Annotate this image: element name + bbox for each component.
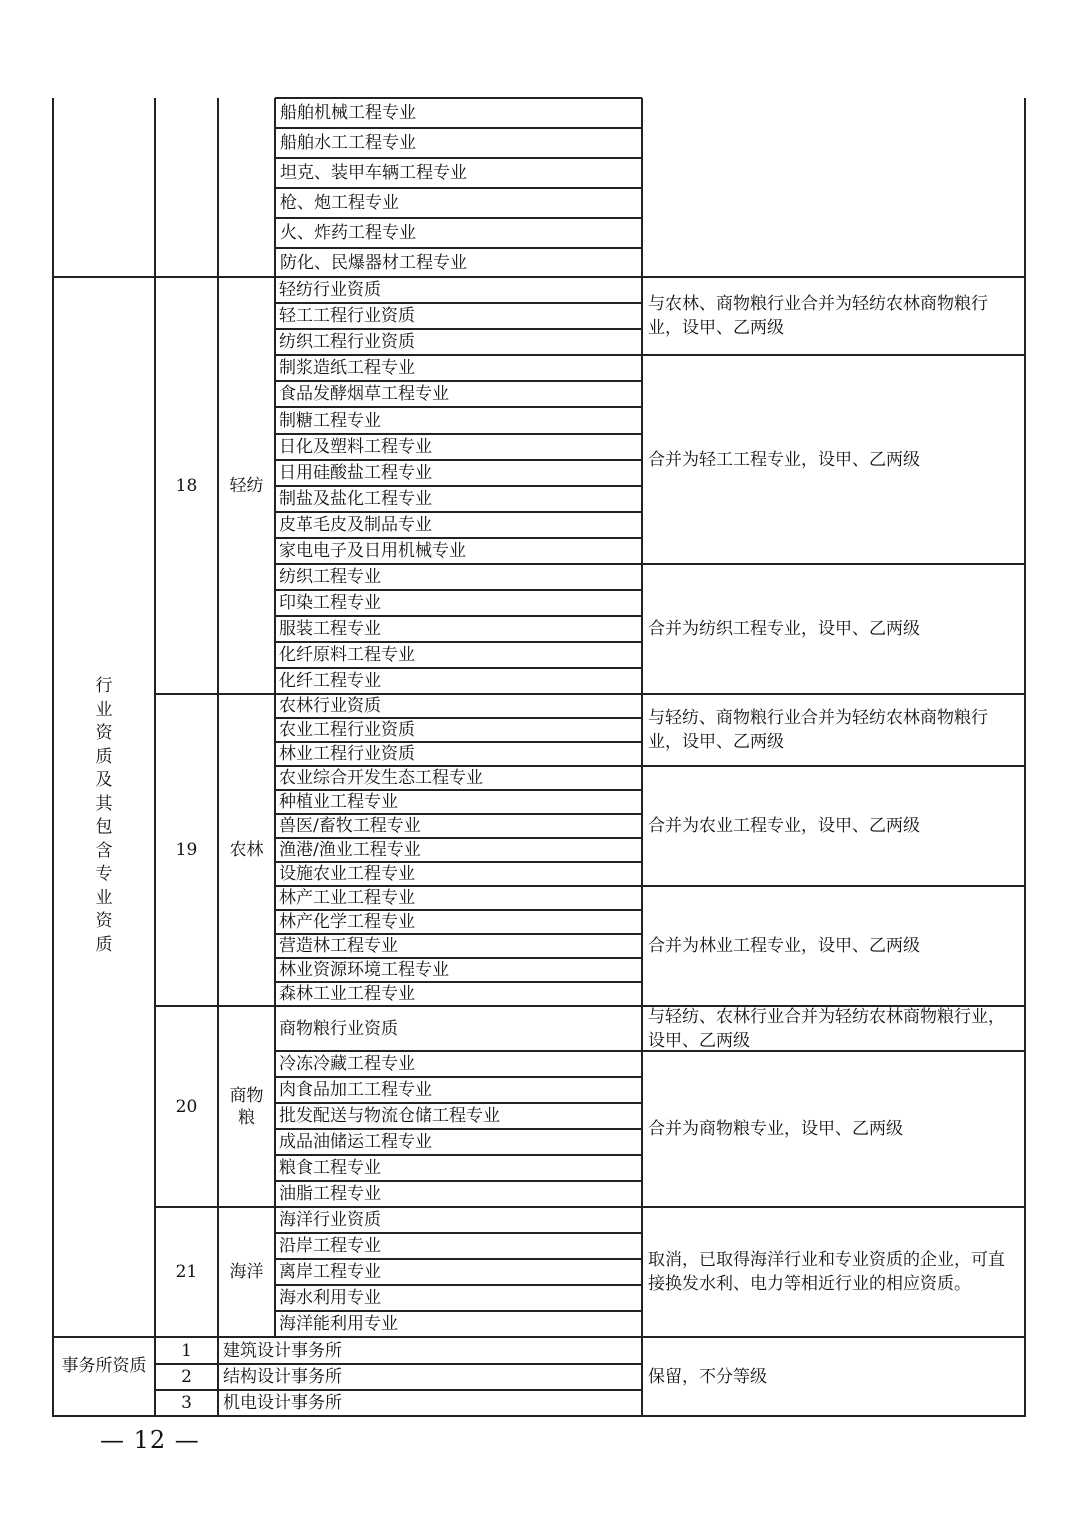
table-bottom bbox=[53, 1415, 1025, 1417]
category-label: 行业资质及其包含专业资质 bbox=[95, 676, 113, 955]
note-cell: 合并为林业工程专业，设甲、乙两级 bbox=[648, 936, 920, 956]
item-cell: 印染工程专业 bbox=[279, 593, 381, 613]
item-cell: 纺织工程专业 bbox=[279, 567, 381, 587]
note-cell: 与轻纺、农林行业合并为轻纺农林商物粮行业，设甲、乙两级 bbox=[648, 1006, 1005, 1051]
firm-name: 建筑设计事务所 bbox=[223, 1340, 342, 1361]
item-cell: 防化、民爆器材工程专业 bbox=[280, 252, 467, 273]
item-cell: 农业综合开发生态工程专业 bbox=[279, 768, 483, 788]
group-name: 商物粮 bbox=[229, 1085, 264, 1128]
row-rule bbox=[275, 354, 642, 356]
item-cell: 农业工程行业资质 bbox=[279, 720, 415, 740]
item-cell: 沿岸工程专业 bbox=[279, 1236, 381, 1256]
note-rule bbox=[642, 765, 1025, 767]
col-rule bbox=[154, 98, 156, 1417]
item-cell: 制糖工程专业 bbox=[279, 410, 381, 431]
item-cell: 轻纺行业资质 bbox=[279, 280, 381, 300]
firm-category: 事务所资质 bbox=[61, 1356, 147, 1376]
item-cell: 枪、炮工程专业 bbox=[280, 193, 399, 213]
item-cell: 化纤工程专业 bbox=[279, 671, 381, 691]
item-cell: 海洋能利用专业 bbox=[279, 1314, 398, 1334]
row-rule bbox=[275, 1258, 642, 1260]
row-rule bbox=[275, 485, 642, 487]
note-cell: 合并为商物粮专业，设甲、乙两级 bbox=[648, 1119, 903, 1139]
item-cell: 农林行业资质 bbox=[279, 696, 381, 716]
row-rule bbox=[275, 406, 642, 408]
group-name: 轻纺 bbox=[229, 475, 264, 496]
item-cell: 油脂工程专业 bbox=[279, 1184, 381, 1204]
item-cell: 船舶水工工程专业 bbox=[280, 133, 416, 153]
row-rule bbox=[275, 187, 642, 189]
note-cell: 与轻纺、商物粮行业合并为轻纺农林商物粮行业，设甲、乙两级 bbox=[648, 708, 988, 752]
firm-name: 机电设计事务所 bbox=[223, 1393, 342, 1413]
row-rule bbox=[275, 1180, 642, 1182]
row-rule bbox=[275, 589, 642, 591]
item-cell: 海洋行业资质 bbox=[279, 1210, 381, 1230]
item-cell: 皮革毛皮及制品专业 bbox=[279, 515, 432, 535]
item-cell: 日化及塑料工程专业 bbox=[279, 437, 432, 457]
note-cell: 取消，已取得海洋行业和专业资质的企业，可直接换发水利、电力等相近行业的相应资质。 bbox=[648, 1250, 1005, 1294]
row-rule bbox=[275, 563, 642, 565]
row-rule bbox=[275, 1206, 642, 1208]
note-rule bbox=[642, 1050, 1025, 1052]
row-rule bbox=[275, 1005, 642, 1007]
firm-name: 结构设计事务所 bbox=[223, 1367, 342, 1387]
item-cell: 成品油储运工程专业 bbox=[279, 1132, 432, 1152]
row-rule bbox=[275, 127, 642, 129]
row-rule bbox=[275, 217, 642, 219]
group-number: 18 bbox=[175, 475, 198, 496]
item-cell: 家电电子及日用机械专业 bbox=[279, 541, 466, 561]
firm-note: 保留，不分等级 bbox=[648, 1367, 767, 1387]
item-cell: 营造林工程专业 bbox=[279, 936, 398, 956]
row-rule bbox=[275, 1050, 642, 1052]
item-cell: 食品发酵烟草工程专业 bbox=[279, 384, 449, 404]
item-cell: 服装工程专业 bbox=[279, 619, 381, 639]
firm-number: 3 bbox=[181, 1393, 192, 1413]
firm-number: 2 bbox=[181, 1367, 192, 1387]
row-rule bbox=[275, 1128, 642, 1130]
item-cell: 商物粮行业资质 bbox=[279, 1018, 398, 1039]
group-name: 海洋 bbox=[229, 1262, 264, 1282]
row-rule bbox=[275, 276, 642, 278]
item-cell: 海水利用专业 bbox=[279, 1288, 381, 1308]
item-cell: 森林工业工程专业 bbox=[279, 984, 415, 1004]
note-rule bbox=[642, 563, 1025, 565]
row-rule bbox=[275, 1284, 642, 1286]
row-rule bbox=[275, 1076, 642, 1078]
item-cell: 日用硅酸盐工程专业 bbox=[279, 463, 432, 483]
row-rule bbox=[275, 1154, 642, 1156]
item-cell: 林业资源环境工程专业 bbox=[279, 960, 449, 980]
note-rule bbox=[642, 693, 1025, 695]
note-cell: 合并为纺织工程专业，设甲、乙两级 bbox=[648, 619, 920, 639]
group-number: 19 bbox=[175, 840, 198, 860]
note-rule bbox=[642, 276, 1025, 278]
col-rule bbox=[641, 98, 643, 1417]
note-cell: 合并为轻工工程专业，设甲、乙两级 bbox=[648, 449, 920, 470]
item-cell: 船舶机械工程专业 bbox=[280, 103, 416, 123]
row-rule bbox=[275, 247, 642, 249]
row-rule bbox=[275, 1310, 642, 1312]
row-rule bbox=[275, 641, 642, 643]
item-cell: 冷冻冷藏工程专业 bbox=[279, 1054, 415, 1074]
item-cell: 林产化学工程专业 bbox=[279, 912, 415, 932]
item-cell: 兽医/畜牧工程专业 bbox=[279, 816, 421, 836]
note-rule bbox=[642, 354, 1025, 356]
item-cell: 渔港/渔业工程专业 bbox=[279, 840, 421, 860]
row-rule bbox=[275, 667, 642, 669]
item-cell: 设施农业工程专业 bbox=[279, 864, 415, 884]
item-cell: 坦克、装甲车辆工程专业 bbox=[280, 163, 467, 183]
item-cell: 离岸工程专业 bbox=[279, 1262, 381, 1282]
page-number: — 12 — bbox=[100, 1426, 200, 1454]
firm-number: 1 bbox=[181, 1340, 192, 1361]
note-cell: 合并为农业工程专业，设甲、乙两级 bbox=[648, 816, 920, 836]
note-rule bbox=[642, 1206, 1025, 1208]
item-cell: 林业工程行业资质 bbox=[279, 744, 415, 764]
group-number: 21 bbox=[175, 1262, 198, 1282]
item-cell: 种植业工程专业 bbox=[279, 792, 398, 812]
note-cell: 与农林、商物粮行业合并为轻纺农林商物粮行业，设甲、乙两级 bbox=[648, 294, 988, 338]
row-rule bbox=[275, 157, 642, 159]
item-cell: 化纤原料工程专业 bbox=[279, 645, 415, 665]
category-rule bbox=[53, 276, 155, 278]
row-rule bbox=[275, 459, 642, 461]
item-cell: 粮食工程专业 bbox=[279, 1158, 381, 1178]
row-rule bbox=[275, 537, 642, 539]
row-rule bbox=[155, 1389, 642, 1391]
col-rule bbox=[52, 98, 54, 1417]
item-cell: 林产工业工程专业 bbox=[279, 888, 415, 908]
row-rule bbox=[275, 1102, 642, 1104]
col-rule bbox=[274, 98, 276, 1337]
row-rule bbox=[275, 380, 642, 382]
row-rule bbox=[275, 511, 642, 513]
col-rule bbox=[217, 98, 219, 1417]
item-cell: 制浆造纸工程专业 bbox=[279, 358, 415, 378]
item-cell: 肉食品加工工程专业 bbox=[279, 1080, 432, 1100]
note-rule bbox=[642, 885, 1025, 887]
row-rule bbox=[275, 97, 642, 99]
item-cell: 纺织工程行业资质 bbox=[279, 332, 415, 352]
col-rule bbox=[1024, 98, 1026, 1417]
row-rule bbox=[155, 1336, 642, 1338]
row-rule bbox=[275, 615, 642, 617]
row-rule bbox=[275, 1232, 642, 1234]
group-name: 农林 bbox=[229, 840, 264, 860]
item-cell: 制盐及盐化工程专业 bbox=[279, 489, 432, 509]
item-cell: 火、炸药工程专业 bbox=[280, 223, 416, 243]
row-rule bbox=[275, 302, 642, 304]
item-cell: 轻工工程行业资质 bbox=[279, 306, 415, 326]
row-rule bbox=[275, 328, 642, 330]
row-rule bbox=[275, 433, 642, 435]
item-cell: 批发配送与物流仓储工程专业 bbox=[279, 1106, 500, 1126]
row-rule bbox=[155, 1363, 642, 1365]
group-number: 20 bbox=[175, 1096, 198, 1117]
